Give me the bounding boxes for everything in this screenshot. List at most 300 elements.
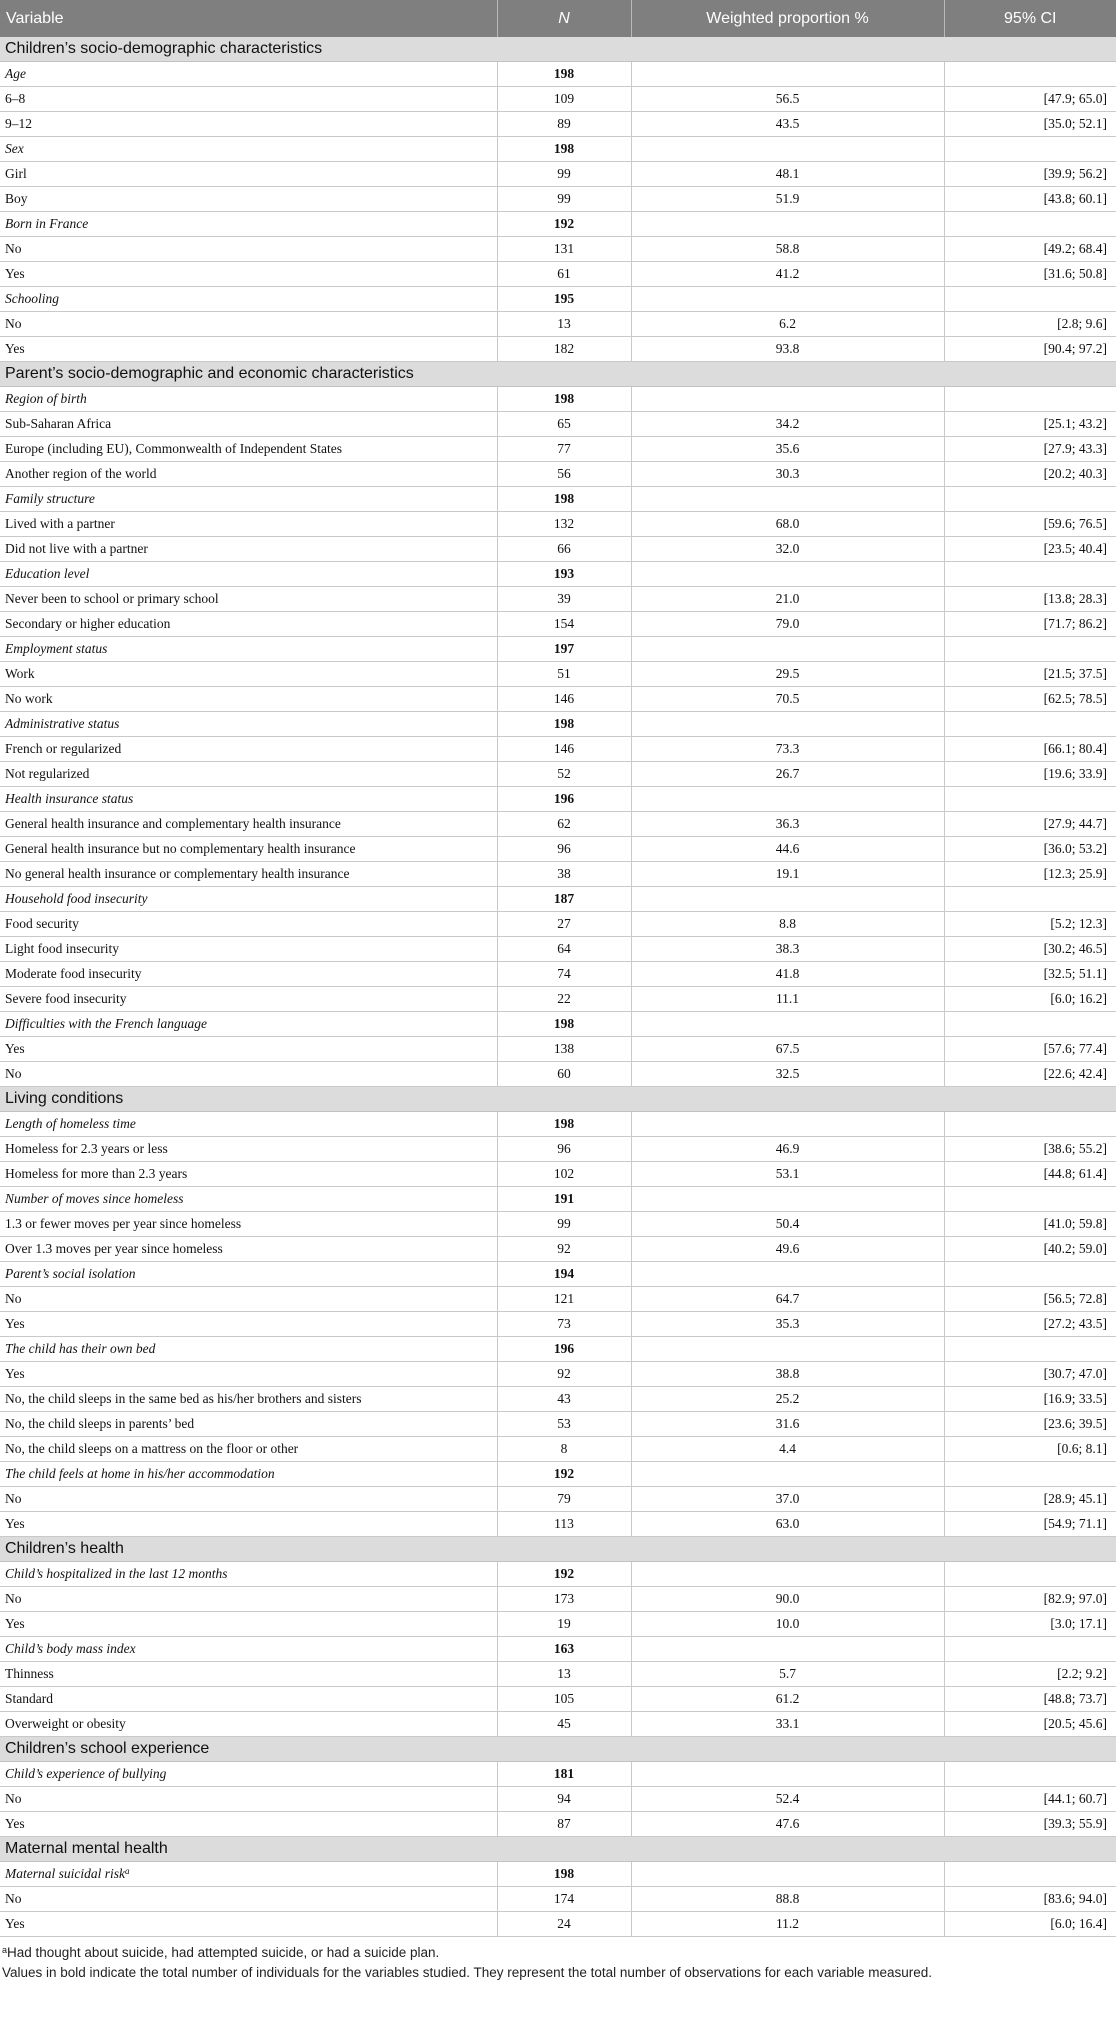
variable-name-text: Region of birth <box>5 391 87 406</box>
table-body <box>0 37 1116 1937</box>
table-row <box>0 1037 1116 1062</box>
table-row <box>0 1512 1116 1537</box>
table-row <box>0 1062 1116 1087</box>
weighted-proportion: 38.8 <box>631 1362 944 1387</box>
empty-cell <box>944 1562 1116 1587</box>
empty-cell <box>944 1862 1116 1887</box>
variable-total-n: 198 <box>497 712 631 737</box>
category-n: 8 <box>497 1437 631 1462</box>
empty-cell <box>944 887 1116 912</box>
variable-name <box>0 1262 497 1287</box>
variable-name <box>0 1562 497 1587</box>
empty-cell <box>944 137 1116 162</box>
table-row <box>0 1812 1116 1837</box>
table-row <box>0 862 1116 887</box>
variable-total-n: 198 <box>497 387 631 412</box>
variable-row <box>0 1337 1116 1362</box>
category-label: Europe (including EU), Commonwealth of Independent States <box>0 437 497 462</box>
weighted-proportion: 10.0 <box>631 1612 944 1637</box>
confidence-interval: [22.6; 42.4] <box>944 1062 1116 1087</box>
category-label: No, the child sleeps in the same bed as his/her brothers and sisters <box>0 1387 497 1412</box>
category-n: 13 <box>497 312 631 337</box>
category-n: 51 <box>497 662 631 687</box>
category-label: Over 1.3 moves per year since homeless <box>0 1237 497 1262</box>
weighted-proportion: 44.6 <box>631 837 944 862</box>
category-label: Girl <box>0 162 497 187</box>
variable-name-text: Number of moves since homeless <box>5 1191 184 1206</box>
category-n: 73 <box>497 1312 631 1337</box>
empty-cell <box>631 1762 944 1787</box>
weighted-proportion: 37.0 <box>631 1487 944 1512</box>
category-n: 62 <box>497 812 631 837</box>
table-row <box>0 1387 1116 1412</box>
confidence-interval: [41.0; 59.8] <box>944 1212 1116 1237</box>
confidence-interval: [20.2; 40.3] <box>944 462 1116 487</box>
category-label: Yes <box>0 1912 497 1937</box>
footnote-marker: a <box>125 1866 130 1876</box>
variable-name-text: Education level <box>5 566 90 581</box>
category-n: 154 <box>497 612 631 637</box>
category-label: General health insurance and complementary health insurance <box>0 812 497 837</box>
weighted-proportion: 4.4 <box>631 1437 944 1462</box>
variable-row <box>0 887 1116 912</box>
variable-total-n: 187 <box>497 887 631 912</box>
category-label: Did not live with a partner <box>0 537 497 562</box>
table-row <box>0 537 1116 562</box>
variable-total-n: 196 <box>497 787 631 812</box>
category-n: 173 <box>497 1587 631 1612</box>
table-row <box>0 112 1116 137</box>
weighted-proportion: 11.1 <box>631 987 944 1012</box>
weighted-proportion: 35.3 <box>631 1312 944 1337</box>
table-row <box>0 1887 1116 1912</box>
empty-cell <box>944 212 1116 237</box>
variable-name <box>0 1762 497 1787</box>
variable-name-text: Child’s hospitalized in the last 12 months <box>5 1566 228 1581</box>
table-row <box>0 1137 1116 1162</box>
variable-name <box>0 212 497 237</box>
category-n: 39 <box>497 587 631 612</box>
category-n: 138 <box>497 1037 631 1062</box>
confidence-interval: [39.3; 55.9] <box>944 1812 1116 1837</box>
category-label: Yes <box>0 1812 497 1837</box>
variable-name <box>0 1637 497 1662</box>
section-header-row <box>0 1837 1116 1862</box>
category-label: Secondary or higher education <box>0 612 497 637</box>
category-label: Homeless for 2.3 years or less <box>0 1137 497 1162</box>
confidence-interval: [47.9; 65.0] <box>944 87 1116 112</box>
variable-row <box>0 137 1116 162</box>
category-label: 9–12 <box>0 112 497 137</box>
confidence-interval: [43.8; 60.1] <box>944 187 1116 212</box>
confidence-interval: [44.8; 61.4] <box>944 1162 1116 1187</box>
empty-cell <box>944 487 1116 512</box>
variable-name-text: Parent’s social isolation <box>5 1266 136 1281</box>
header-row <box>0 0 1116 37</box>
category-label: Homeless for more than 2.3 years <box>0 1162 497 1187</box>
empty-cell <box>631 637 944 662</box>
category-n: 89 <box>497 112 631 137</box>
table-row <box>0 987 1116 1012</box>
weighted-proportion: 64.7 <box>631 1287 944 1312</box>
category-n: 77 <box>497 437 631 462</box>
table-row <box>0 1237 1116 1262</box>
empty-cell <box>631 212 944 237</box>
category-label: Sub-Saharan Africa <box>0 412 497 437</box>
weighted-proportion: 6.2 <box>631 312 944 337</box>
empty-cell <box>631 562 944 587</box>
category-n: 13 <box>497 1662 631 1687</box>
empty-cell <box>631 787 944 812</box>
variable-row <box>0 712 1116 737</box>
empty-cell <box>631 62 944 87</box>
empty-cell <box>944 562 1116 587</box>
empty-cell <box>631 137 944 162</box>
empty-cell <box>944 787 1116 812</box>
variable-name <box>0 712 497 737</box>
variable-row <box>0 1862 1116 1887</box>
variable-name-text: Length of homeless time <box>5 1116 136 1131</box>
weighted-proportion: 38.3 <box>631 937 944 962</box>
confidence-interval: [30.2; 46.5] <box>944 937 1116 962</box>
footnote-a <box>2 1944 1114 1961</box>
weighted-proportion: 33.1 <box>631 1712 944 1737</box>
category-n: 131 <box>497 237 631 262</box>
empty-cell <box>631 887 944 912</box>
empty-cell <box>631 1462 944 1487</box>
weighted-proportion: 41.8 <box>631 962 944 987</box>
confidence-interval: [44.1; 60.7] <box>944 1787 1116 1812</box>
section-title: Children’s school experience <box>0 1737 1116 1762</box>
weighted-proportion: 51.9 <box>631 187 944 212</box>
table-header <box>0 0 1116 37</box>
variable-name-text: Family structure <box>5 491 95 506</box>
weighted-proportion: 63.0 <box>631 1512 944 1537</box>
weighted-proportion: 5.7 <box>631 1662 944 1687</box>
category-label: Thinness <box>0 1662 497 1687</box>
category-label: No general health insurance or complementary health insurance <box>0 862 497 887</box>
empty-cell <box>631 1337 944 1362</box>
confidence-interval: [83.6; 94.0] <box>944 1887 1116 1912</box>
table-row <box>0 1787 1116 1812</box>
weighted-proportion: 52.4 <box>631 1787 944 1812</box>
confidence-interval: [66.1; 80.4] <box>944 737 1116 762</box>
variable-name <box>0 1112 497 1137</box>
footnote-marker: a <box>2 1945 8 1955</box>
variable-name <box>0 1462 497 1487</box>
table-row <box>0 1912 1116 1937</box>
category-label: Yes <box>0 1512 497 1537</box>
table-row <box>0 462 1116 487</box>
variable-name <box>0 562 497 587</box>
variable-row <box>0 1187 1116 1212</box>
weighted-proportion: 32.0 <box>631 537 944 562</box>
weighted-proportion: 50.4 <box>631 1212 944 1237</box>
confidence-interval: [27.2; 43.5] <box>944 1312 1116 1337</box>
weighted-proportion: 43.5 <box>631 112 944 137</box>
category-n: 61 <box>497 262 631 287</box>
variable-row <box>0 1262 1116 1287</box>
confidence-interval: [90.4; 97.2] <box>944 337 1116 362</box>
weighted-proportion: 67.5 <box>631 1037 944 1062</box>
empty-cell <box>944 387 1116 412</box>
category-label: No <box>0 1587 497 1612</box>
confidence-interval: [57.6; 77.4] <box>944 1037 1116 1062</box>
section-header-row <box>0 1537 1116 1562</box>
variable-total-n: 198 <box>497 137 631 162</box>
empty-cell <box>631 1012 944 1037</box>
confidence-interval: [2.8; 9.6] <box>944 312 1116 337</box>
variable-name-text: Age <box>5 66 26 81</box>
category-n: 66 <box>497 537 631 562</box>
category-n: 27 <box>497 912 631 937</box>
category-label: Another region of the world <box>0 462 497 487</box>
category-label: Not regularized <box>0 762 497 787</box>
weighted-proportion: 11.2 <box>631 1912 944 1937</box>
weighted-proportion: 32.5 <box>631 1062 944 1087</box>
empty-cell <box>631 1262 944 1287</box>
table-row <box>0 1487 1116 1512</box>
category-label: No <box>0 1287 497 1312</box>
category-label: Yes <box>0 337 497 362</box>
category-n: 146 <box>497 687 631 712</box>
empty-cell <box>631 1562 944 1587</box>
category-label: Lived with a partner <box>0 512 497 537</box>
variable-name <box>0 787 497 812</box>
confidence-interval: [0.6; 8.1] <box>944 1437 1116 1462</box>
category-label: Overweight or obesity <box>0 1712 497 1737</box>
weighted-proportion: 25.2 <box>631 1387 944 1412</box>
variable-name-text: The child feels at home in his/her accommodation <box>5 1466 275 1481</box>
weighted-proportion: 61.2 <box>631 1687 944 1712</box>
category-n: 22 <box>497 987 631 1012</box>
category-n: 60 <box>497 1062 631 1087</box>
empty-cell <box>944 1637 1116 1662</box>
confidence-interval: [27.9; 44.7] <box>944 812 1116 837</box>
variable-name-text: Born in France <box>5 216 89 231</box>
category-n: 19 <box>497 1612 631 1637</box>
header-proportion: Weighted proportion % <box>631 0 944 37</box>
table-row <box>0 162 1116 187</box>
category-label: Moderate food insecurity <box>0 962 497 987</box>
section-title: Maternal mental health <box>0 1837 1116 1862</box>
confidence-interval: [30.7; 47.0] <box>944 1362 1116 1387</box>
category-n: 53 <box>497 1412 631 1437</box>
category-label: Yes <box>0 1312 497 1337</box>
category-label: Severe food insecurity <box>0 987 497 1012</box>
table-row <box>0 912 1116 937</box>
confidence-interval: [23.6; 39.5] <box>944 1412 1116 1437</box>
variable-total-n: 192 <box>497 1462 631 1487</box>
footnote-bold-note: Values in bold indicate the total number of individuals for the variables studied. They represent the total number of observations for each variable measured. <box>2 1965 933 1980</box>
variable-total-n: 194 <box>497 1262 631 1287</box>
variable-name-text: Schooling <box>5 291 59 306</box>
footnote-a-text: Had thought about suicide, had attempted suicide, or had a suicide plan. <box>7 1945 440 1960</box>
table-row <box>0 1587 1116 1612</box>
empty-cell <box>944 1112 1116 1137</box>
category-n: 146 <box>497 737 631 762</box>
empty-cell <box>944 1187 1116 1212</box>
weighted-proportion: 48.1 <box>631 162 944 187</box>
empty-cell <box>944 1337 1116 1362</box>
category-label: No <box>0 312 497 337</box>
category-label: Yes <box>0 262 497 287</box>
confidence-interval: [23.5; 40.4] <box>944 537 1116 562</box>
variable-name <box>0 287 497 312</box>
variable-name-text: Sex <box>5 141 24 156</box>
variable-total-n: 198 <box>497 1862 631 1887</box>
weighted-proportion: 88.8 <box>631 1887 944 1912</box>
empty-cell <box>944 1262 1116 1287</box>
weighted-proportion: 21.0 <box>631 587 944 612</box>
category-label: Yes <box>0 1612 497 1637</box>
variable-total-n: 198 <box>497 1112 631 1137</box>
category-label: No, the child sleeps in parents’ bed <box>0 1412 497 1437</box>
confidence-interval: [5.2; 12.3] <box>944 912 1116 937</box>
category-label: 1.3 or fewer moves per year since homeless <box>0 1212 497 1237</box>
category-label: Standard <box>0 1687 497 1712</box>
variable-name <box>0 1012 497 1037</box>
confidence-interval: [62.5; 78.5] <box>944 687 1116 712</box>
empty-cell <box>944 712 1116 737</box>
weighted-proportion: 19.1 <box>631 862 944 887</box>
category-label: Yes <box>0 1362 497 1387</box>
variable-row <box>0 1462 1116 1487</box>
variable-name-text: The child has their own bed <box>5 1341 156 1356</box>
category-n: 74 <box>497 962 631 987</box>
category-label: No <box>0 1887 497 1912</box>
variable-total-n: 198 <box>497 1012 631 1037</box>
category-n: 94 <box>497 1787 631 1812</box>
variable-row <box>0 1112 1116 1137</box>
weighted-proportion: 53.1 <box>631 1162 944 1187</box>
category-label: Never been to school or primary school <box>0 587 497 612</box>
section-title: Children’s socio-demographic characteristics <box>0 37 1116 62</box>
variable-name-text: Household food insecurity <box>5 891 148 906</box>
table-row <box>0 312 1116 337</box>
section-header-row <box>0 1737 1116 1762</box>
confidence-interval: [25.1; 43.2] <box>944 412 1116 437</box>
confidence-interval: [54.9; 71.1] <box>944 1512 1116 1537</box>
variable-name <box>0 487 497 512</box>
variable-name-text: Employment status <box>5 641 108 656</box>
category-n: 45 <box>497 1712 631 1737</box>
category-n: 43 <box>497 1387 631 1412</box>
variable-name <box>0 62 497 87</box>
table-row <box>0 587 1116 612</box>
confidence-interval: [82.9; 97.0] <box>944 1587 1116 1612</box>
confidence-interval: [20.5; 45.6] <box>944 1712 1116 1737</box>
variable-row <box>0 1562 1116 1587</box>
variable-name <box>0 1187 497 1212</box>
section-header-row <box>0 37 1116 62</box>
table-row <box>0 737 1116 762</box>
category-label: No <box>0 1487 497 1512</box>
variable-name-text: Child’s experience of bullying <box>5 1766 167 1781</box>
header-n: N <box>497 0 631 37</box>
confidence-interval: [35.0; 52.1] <box>944 112 1116 137</box>
category-n: 132 <box>497 512 631 537</box>
category-n: 105 <box>497 1687 631 1712</box>
confidence-interval: [31.6; 50.8] <box>944 262 1116 287</box>
variable-name-text: Health insurance status <box>5 791 134 806</box>
variable-name <box>0 387 497 412</box>
empty-cell <box>944 287 1116 312</box>
variable-row <box>0 487 1116 512</box>
weighted-proportion: 79.0 <box>631 612 944 637</box>
confidence-interval: [16.9; 33.5] <box>944 1387 1116 1412</box>
table-row <box>0 337 1116 362</box>
empty-cell <box>631 487 944 512</box>
variable-total-n: 198 <box>497 487 631 512</box>
variable-row <box>0 1637 1116 1662</box>
category-label: Light food insecurity <box>0 937 497 962</box>
table-row <box>0 762 1116 787</box>
section-title: Parent’s socio-demographic and economic characteristics <box>0 362 1116 387</box>
weighted-proportion: 36.3 <box>631 812 944 837</box>
table-row <box>0 437 1116 462</box>
confidence-interval: [38.6; 55.2] <box>944 1137 1116 1162</box>
confidence-interval: [12.3; 25.9] <box>944 862 1116 887</box>
table-row <box>0 1162 1116 1187</box>
weighted-proportion: 31.6 <box>631 1412 944 1437</box>
table-row <box>0 1437 1116 1462</box>
weighted-proportion: 34.2 <box>631 412 944 437</box>
variable-name <box>0 1337 497 1362</box>
table-row <box>0 262 1116 287</box>
variable-name-text: Difficulties with the French language <box>5 1016 207 1031</box>
table-row <box>0 1662 1116 1687</box>
section-header-row <box>0 1087 1116 1112</box>
category-n: 182 <box>497 337 631 362</box>
category-n: 24 <box>497 1912 631 1937</box>
weighted-proportion: 41.2 <box>631 262 944 287</box>
confidence-interval: [48.8; 73.7] <box>944 1687 1116 1712</box>
confidence-interval: [71.7; 86.2] <box>944 612 1116 637</box>
variable-row <box>0 62 1116 87</box>
category-n: 92 <box>497 1237 631 1262</box>
section-title: Living conditions <box>0 1087 1116 1112</box>
weighted-proportion: 70.5 <box>631 687 944 712</box>
weighted-proportion: 56.5 <box>631 87 944 112</box>
category-label: No work <box>0 687 497 712</box>
category-n: 92 <box>497 1362 631 1387</box>
variable-row <box>0 787 1116 812</box>
category-n: 96 <box>497 1137 631 1162</box>
variable-name <box>0 1862 497 1887</box>
category-n: 109 <box>497 87 631 112</box>
variable-total-n: 193 <box>497 562 631 587</box>
weighted-proportion: 93.8 <box>631 337 944 362</box>
category-label: Boy <box>0 187 497 212</box>
variable-name <box>0 887 497 912</box>
confidence-interval: [13.8; 28.3] <box>944 587 1116 612</box>
empty-cell <box>944 1012 1116 1037</box>
category-n: 99 <box>497 1212 631 1237</box>
table-row <box>0 1362 1116 1387</box>
category-label: Yes <box>0 1037 497 1062</box>
category-label: No, the child sleeps on a mattress on the floor or other <box>0 1437 497 1462</box>
category-n: 79 <box>497 1487 631 1512</box>
category-label: French or regularized <box>0 737 497 762</box>
table-row <box>0 1287 1116 1312</box>
category-n: 56 <box>497 462 631 487</box>
confidence-interval: [40.2; 59.0] <box>944 1237 1116 1262</box>
category-n: 52 <box>497 762 631 787</box>
variable-name-text: Child’s body mass index <box>5 1641 136 1656</box>
variable-row <box>0 287 1116 312</box>
table-row <box>0 937 1116 962</box>
